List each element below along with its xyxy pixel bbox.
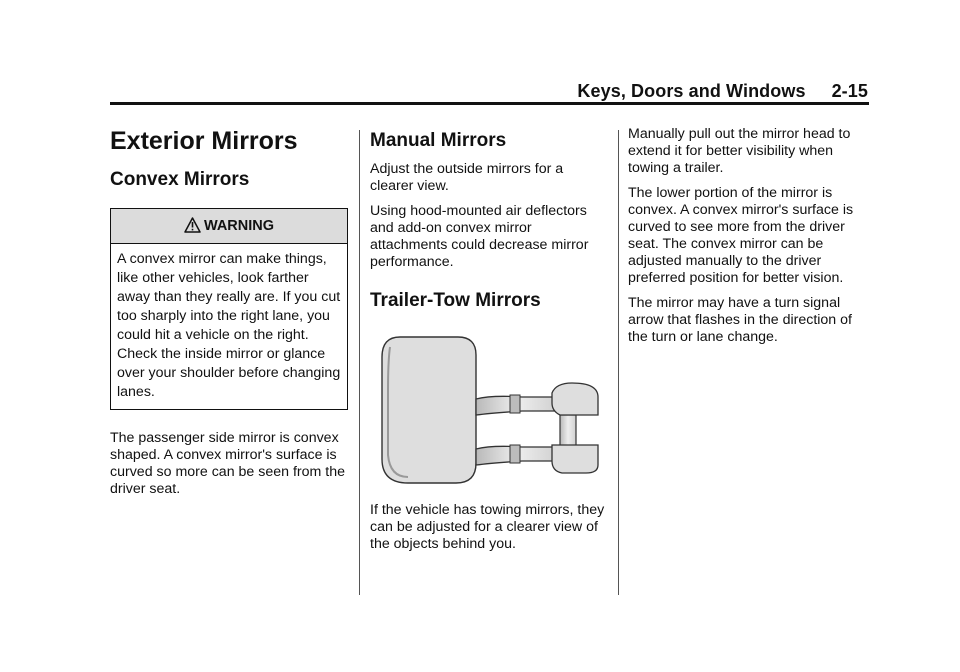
column-divider-2 bbox=[618, 130, 619, 595]
warning-text: A convex mirror can make things, like other vehicles, look farther away than they really are. If you cut too sharply into the right lane, you could hit a vehicle on the right. Check the inside mirror or glance over your shoulder before changing lanes. bbox=[117, 251, 341, 400]
extend-paragraph: Manually pull out the mirror head to extend it for better visibility when towing a trailer. bbox=[628, 126, 851, 176]
manual-paragraph-2: Using hood-mounted air deflectors and add-on convex mirror attachments could decrease mirror performance. bbox=[370, 203, 589, 270]
manual-paragraph-1: Adjust the outside mirrors for a clearer view. bbox=[370, 161, 564, 194]
page-title: Exterior Mirrors bbox=[110, 127, 298, 155]
section-heading-manual: Manual Mirrors bbox=[370, 130, 507, 151]
page-number: 2-15 bbox=[831, 81, 868, 101]
column-divider-1 bbox=[359, 130, 360, 595]
section-title: Keys, Doors and Windows bbox=[577, 81, 806, 101]
turn-signal-paragraph: The mirror may have a turn signal arrow that flashes in the direction of the turn or lane change. bbox=[628, 295, 852, 345]
warning-label: WARNING bbox=[203, 218, 275, 234]
lower-portion-paragraph: The lower portion of the mirror is convex. A convex mirror's surface is curved to see more from the driver seat. The convex mirror can be adjusted manually to the driver preferred position for better vision. bbox=[628, 185, 854, 286]
warning-triangle-icon bbox=[184, 217, 201, 233]
convex-paragraph: The passenger side mirror is convex shaped. A convex mirror's surface is curved so more can be seen from the driver seat. bbox=[110, 430, 346, 497]
warning-box bbox=[110, 208, 348, 410]
running-header bbox=[110, 81, 868, 102]
header-rule bbox=[110, 102, 869, 105]
section-heading-convex: Convex Mirrors bbox=[110, 169, 250, 190]
trailer-tow-paragraph: If the vehicle has towing mirrors, they can be adjusted for a clearer view of the objects behind you. bbox=[370, 502, 605, 552]
column-2 bbox=[370, 124, 608, 553]
column-1 bbox=[110, 124, 350, 498]
column-3 bbox=[628, 126, 868, 346]
trailer-tow-mirror-illustration bbox=[372, 331, 606, 491]
warning-header bbox=[111, 209, 347, 244]
section-heading-trailer-tow: Trailer-Tow Mirrors bbox=[370, 290, 541, 311]
